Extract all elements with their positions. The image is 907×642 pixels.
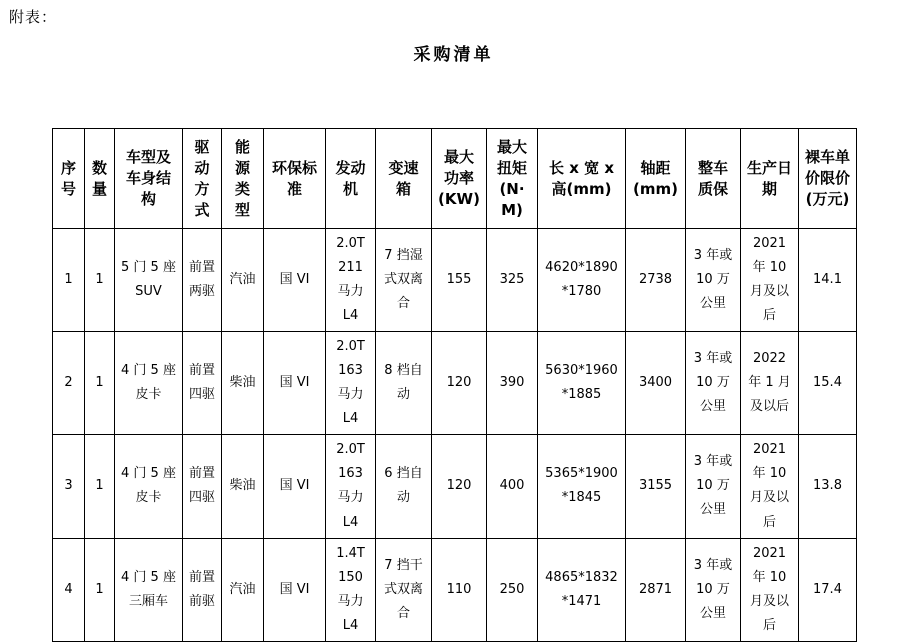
table-cell-dimensions: 5365*1900*1845 [538, 435, 626, 538]
table-cell-price_limit: 14.1 [799, 229, 857, 332]
table-cell-emission: 国 VI [264, 538, 326, 641]
table-cell-engine: 2.0T 211 马力 L4 [326, 229, 376, 332]
table-cell-max_torque: 390 [487, 332, 538, 435]
column-header-max_power: 最大功率(KW) [432, 129, 487, 229]
table-head [53, 129, 857, 229]
column-header-emission: 环保标准 [264, 129, 326, 229]
table-cell-index: 2 [53, 332, 85, 435]
table-cell-engine: 2.0T 163 马力 L4 [326, 332, 376, 435]
table-cell-gearbox: 7 挡湿式双离合 [376, 229, 432, 332]
table-cell-max_power: 120 [432, 332, 487, 435]
annex-label: 附表： [9, 8, 58, 26]
table-cell-warranty: 3 年或 10 万公里 [686, 538, 741, 641]
column-header-engine: 发动机 [326, 129, 376, 229]
table-cell-quantity: 1 [85, 435, 115, 538]
column-header-production_date: 生产日期 [741, 129, 799, 229]
table-row [53, 332, 857, 435]
column-header-warranty: 整车质保 [686, 129, 741, 229]
column-header-model: 车型及车身结构 [115, 129, 183, 229]
table-cell-price_limit: 15.4 [799, 332, 857, 435]
table-cell-warranty: 3 年或 10 万公里 [686, 229, 741, 332]
column-header-index: 序号 [53, 129, 85, 229]
table-cell-model: 5 门 5 座 SUV [115, 229, 183, 332]
table-cell-quantity: 1 [85, 538, 115, 641]
table-cell-energy: 柴油 [222, 332, 264, 435]
column-header-price_limit: 裸车单价限价(万元) [799, 129, 857, 229]
table-row [53, 538, 857, 641]
table-cell-gearbox: 7 挡干式双离合 [376, 538, 432, 641]
table-cell-max_torque: 250 [487, 538, 538, 641]
table-cell-max_torque: 325 [487, 229, 538, 332]
table-cell-energy: 汽油 [222, 229, 264, 332]
column-header-quantity: 数量 [85, 129, 115, 229]
column-header-energy: 能源类型 [222, 129, 264, 229]
table-body [53, 229, 857, 642]
table-cell-production_date: 2021 年 10 月及以后 [741, 229, 799, 332]
table-cell-emission: 国 VI [264, 435, 326, 538]
table-cell-warranty: 3 年或 10 万公里 [686, 332, 741, 435]
page-title: 采购清单 [413, 45, 494, 65]
table-cell-model: 4 门 5 座三厢车 [115, 538, 183, 641]
table-cell-gearbox: 8 档自动 [376, 332, 432, 435]
table-cell-energy: 柴油 [222, 435, 264, 538]
table-cell-drive: 前置四驱 [183, 332, 222, 435]
table-cell-max_power: 155 [432, 229, 487, 332]
table-row [53, 229, 857, 332]
table-cell-max_torque: 400 [487, 435, 538, 538]
column-header-wheelbase: 轴距(mm) [626, 129, 686, 229]
table-cell-production_date: 2022 年 1 月及以后 [741, 332, 799, 435]
table-cell-dimensions: 4620*1890*1780 [538, 229, 626, 332]
table-cell-engine: 2.0T 163 马力 L4 [326, 435, 376, 538]
procurement-table [52, 128, 857, 642]
table-cell-index: 1 [53, 229, 85, 332]
table-cell-production_date: 2021 年 10 月及以后 [741, 435, 799, 538]
table-cell-price_limit: 13.8 [799, 435, 857, 538]
table-cell-model: 4 门 5 座皮卡 [115, 435, 183, 538]
table-cell-quantity: 1 [85, 332, 115, 435]
table-cell-index: 4 [53, 538, 85, 641]
column-header-drive: 驱动方式 [183, 129, 222, 229]
table-header-row [53, 129, 857, 229]
column-header-gearbox: 变速箱 [376, 129, 432, 229]
table-cell-price_limit: 17.4 [799, 538, 857, 641]
column-header-max_torque: 最大扭矩(N·M) [487, 129, 538, 229]
table-cell-production_date: 2021 年 10 月及以后 [741, 538, 799, 641]
table-cell-wheelbase: 3400 [626, 332, 686, 435]
table-cell-wheelbase: 2738 [626, 229, 686, 332]
table-cell-model: 4 门 5 座皮卡 [115, 332, 183, 435]
table-cell-dimensions: 4865*1832*1471 [538, 538, 626, 641]
table-cell-emission: 国 VI [264, 229, 326, 332]
table-cell-wheelbase: 2871 [626, 538, 686, 641]
column-header-dimensions: 长 x 宽 x 高(mm) [538, 129, 626, 229]
table-cell-warranty: 3 年或 10 万公里 [686, 435, 741, 538]
table-cell-drive: 前置四驱 [183, 435, 222, 538]
table-cell-gearbox: 6 挡自动 [376, 435, 432, 538]
table-cell-index: 3 [53, 435, 85, 538]
table-cell-drive: 前置两驱 [183, 229, 222, 332]
table-cell-max_power: 110 [432, 538, 487, 641]
table-cell-max_power: 120 [432, 435, 487, 538]
table-cell-engine: 1.4T 150 马力 L4 [326, 538, 376, 641]
table-cell-dimensions: 5630*1960*1885 [538, 332, 626, 435]
table-cell-energy: 汽油 [222, 538, 264, 641]
table-cell-wheelbase: 3155 [626, 435, 686, 538]
table-row [53, 435, 857, 538]
table-cell-emission: 国 VI [264, 332, 326, 435]
table-cell-quantity: 1 [85, 229, 115, 332]
table-cell-drive: 前置前驱 [183, 538, 222, 641]
